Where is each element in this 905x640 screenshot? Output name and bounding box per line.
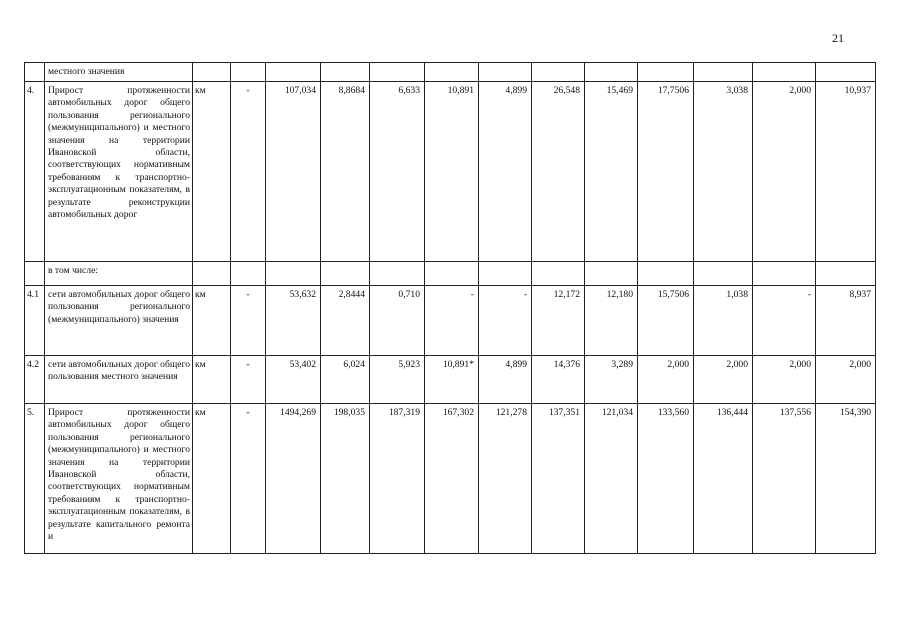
table-row-5	[25, 404, 876, 554]
table-row-4-1	[25, 286, 876, 356]
value-cell-11: 154,390	[816, 404, 876, 554]
value-cell-1: 107,034	[266, 82, 321, 262]
value-cell-9	[694, 262, 753, 286]
value-cell-3: 187,319	[370, 404, 425, 554]
row-number-cell: 4.1	[25, 286, 45, 356]
table-row-incl	[25, 262, 876, 286]
value-cell-9: 2,000	[694, 356, 753, 404]
value-cell-4	[425, 262, 479, 286]
value-cell-6	[532, 262, 585, 286]
value-cell-11: 10,937	[816, 82, 876, 262]
value-cell-4: -	[425, 286, 479, 356]
value-cell-4: 10,891	[425, 82, 479, 262]
value-cell-8: 17,7506	[638, 82, 694, 262]
value-cell-9: 136,444	[694, 404, 753, 554]
value-cell-10: 2,000	[753, 82, 816, 262]
indicator-name-cell: Прирост протяженности автомобильных дорог общего пользования регионального (межмуниципального) и местного значения на территории Ивановской области, соответствующих нормативным требованиям к транспортно-эксплуатационным показателям, в результате реконструкции автомобильных дорог	[45, 82, 193, 262]
base-value-cell: -	[231, 356, 266, 404]
value-cell-4: 10,891*	[425, 356, 479, 404]
value-cell-5	[479, 262, 532, 286]
value-cell-4: 167,302	[425, 404, 479, 554]
value-cell-2: 6,024	[321, 356, 370, 404]
value-cell-6	[532, 63, 585, 82]
table-row-4	[25, 82, 876, 262]
base-value-cell	[231, 262, 266, 286]
value-cell-3: 0,710	[370, 286, 425, 356]
unit-cell: км	[193, 404, 231, 554]
value-cell-7: 121,034	[585, 404, 638, 554]
value-cell-3: 5,923	[370, 356, 425, 404]
value-cell-7	[585, 262, 638, 286]
indicator-name-cell: Прирост протяженности автомобильных дорог общего пользования регионального (межмуниципального) и местного значения на территории Ивановской области, соответствующих нормативным требованиям к транспортно-эксплуатационным показателям, в результате капитального ремонта и	[45, 404, 193, 554]
value-cell-2: 198,035	[321, 404, 370, 554]
value-cell-3	[370, 63, 425, 82]
value-cell-5: -	[479, 286, 532, 356]
indicator-name-cell: сети автомобильных дорог общего пользования регионального (межмуниципального) значения	[45, 286, 193, 356]
value-cell-11: 2,000	[816, 356, 876, 404]
value-cell-7	[585, 63, 638, 82]
row-number-cell: 4.2	[25, 356, 45, 404]
value-cell-8: 133,560	[638, 404, 694, 554]
value-cell-7: 3,289	[585, 356, 638, 404]
indicator-name-cell: местного значения	[45, 63, 193, 82]
value-cell-8: 2,000	[638, 356, 694, 404]
value-cell-7: 12,180	[585, 286, 638, 356]
value-cell-1	[266, 262, 321, 286]
value-cell-9	[694, 63, 753, 82]
value-cell-10	[753, 262, 816, 286]
value-cell-1: 1494,269	[266, 404, 321, 554]
value-cell-10: 2,000	[753, 356, 816, 404]
base-value-cell	[231, 63, 266, 82]
value-cell-1	[266, 63, 321, 82]
value-cell-6: 12,172	[532, 286, 585, 356]
table-row-4-2	[25, 356, 876, 404]
value-cell-11: 8,937	[816, 286, 876, 356]
value-cell-5: 4,899	[479, 356, 532, 404]
value-cell-10: 137,556	[753, 404, 816, 554]
value-cell-8	[638, 63, 694, 82]
value-cell-9: 1,038	[694, 286, 753, 356]
value-cell-4	[425, 63, 479, 82]
value-cell-1: 53,632	[266, 286, 321, 356]
value-cell-1: 53,402	[266, 356, 321, 404]
value-cell-8	[638, 262, 694, 286]
value-cell-5: 121,278	[479, 404, 532, 554]
unit-cell: км	[193, 286, 231, 356]
table-row-top	[25, 63, 876, 82]
base-value-cell: -	[231, 404, 266, 554]
unit-cell: км	[193, 82, 231, 262]
unit-cell	[193, 63, 231, 82]
base-value-cell: -	[231, 286, 266, 356]
value-cell-7: 15,469	[585, 82, 638, 262]
value-cell-3: 6,633	[370, 82, 425, 262]
value-cell-3	[370, 262, 425, 286]
value-cell-5: 4,899	[479, 82, 532, 262]
value-cell-5	[479, 63, 532, 82]
value-cell-11	[816, 63, 876, 82]
indicator-name-cell: в том числе:	[45, 262, 193, 286]
value-cell-11	[816, 262, 876, 286]
value-cell-2	[321, 262, 370, 286]
value-cell-6: 14,376	[532, 356, 585, 404]
value-cell-10: -	[753, 286, 816, 356]
value-cell-2: 8,8684	[321, 82, 370, 262]
indicators-table	[24, 62, 876, 554]
row-number-cell	[25, 63, 45, 82]
unit-cell	[193, 262, 231, 286]
value-cell-8: 15,7506	[638, 286, 694, 356]
page-number: 21	[832, 31, 844, 45]
value-cell-6: 26,548	[532, 82, 585, 262]
row-number-cell	[25, 262, 45, 286]
value-cell-2: 2,8444	[321, 286, 370, 356]
value-cell-6: 137,351	[532, 404, 585, 554]
row-number-cell: 5.	[25, 404, 45, 554]
value-cell-9: 3,038	[694, 82, 753, 262]
row-number-cell: 4.	[25, 82, 45, 262]
value-cell-2	[321, 63, 370, 82]
base-value-cell: -	[231, 82, 266, 262]
unit-cell: км	[193, 356, 231, 404]
indicator-name-cell: сети автомобильных дорог общего пользования местного значения	[45, 356, 193, 404]
value-cell-10	[753, 63, 816, 82]
